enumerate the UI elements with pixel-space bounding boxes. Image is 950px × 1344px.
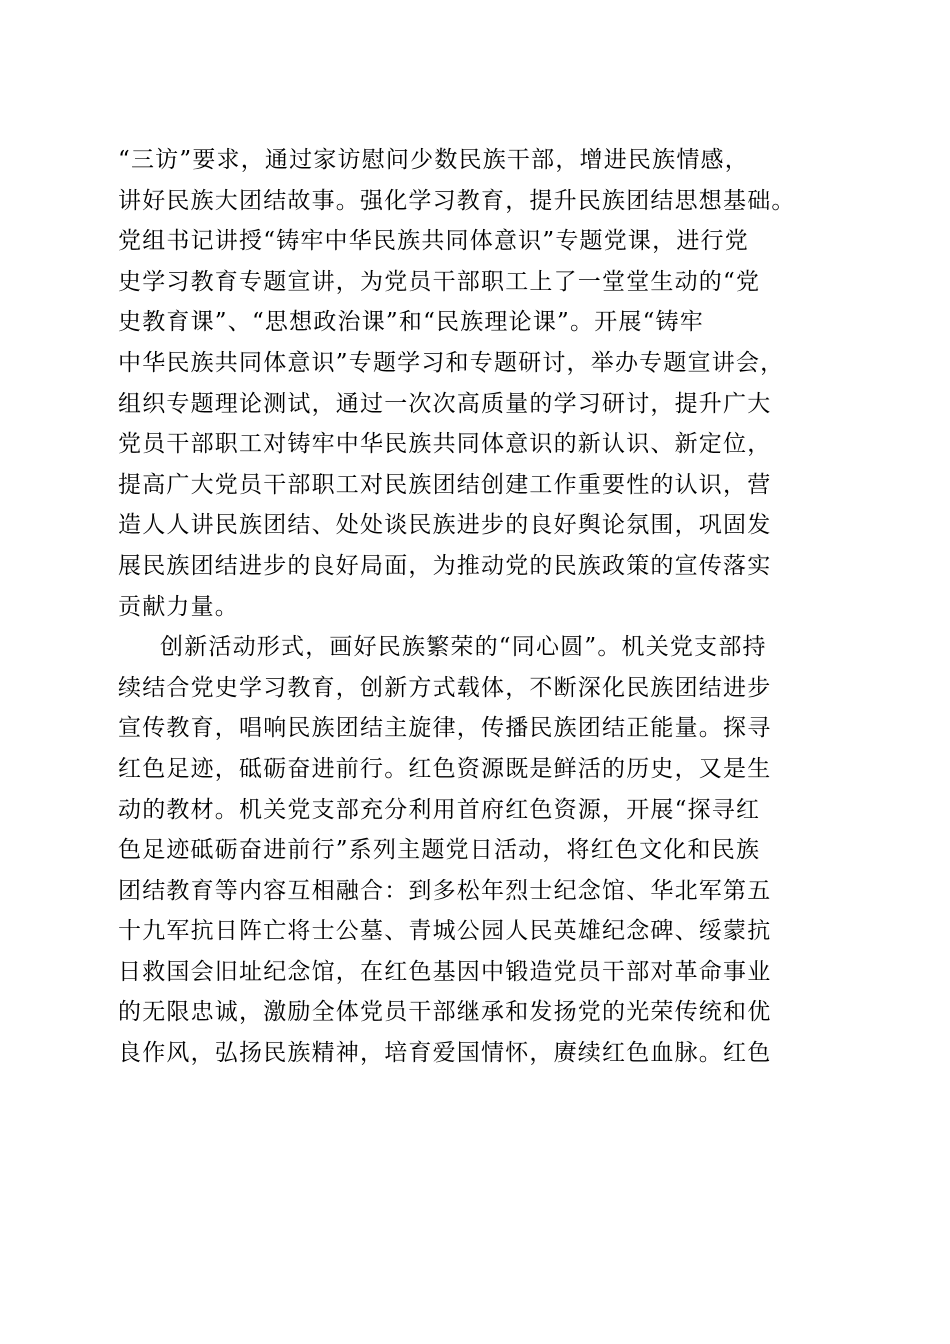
text-line: 中华民族共同体意识”专题学习和专题研讨，举办专题宣讲会，: [118, 349, 785, 376]
text-line: 史学习教育专题宣讲，为党员干部职工上了一堂堂生动的“党: [118, 268, 761, 295]
text-line: “三访”要求，通过家访慰问少数民族干部，增进民族情感，: [118, 147, 749, 173]
text-line: 色足迹砥砺奋进前行”系列主题党日活动，将红色文化和民族: [118, 837, 761, 864]
text-line: 党员干部职工对铸牢中华民族共同体意识的新认识、新定位，: [118, 431, 772, 458]
document-body: [118, 140, 838, 1074]
text-line: 宣传教育，唱响民族团结主旋律，传播民族团结正能量。探寻: [118, 715, 772, 742]
text-line: 展民族团结进步的良好局面，为推动党的民族政策的宣传落实: [118, 552, 772, 579]
text-line: 团结教育等内容互相融合：到多松年烈士纪念馆、华北军第五: [118, 877, 772, 904]
text-line: 创新活动形式，画好民族繁荣的“同心圆”。机关党支部持: [160, 634, 767, 661]
text-line: 造人人讲民族团结、处处谈民族进步的良好舆论氛围，巩固发: [118, 512, 772, 539]
text-line: 红色足迹，砥砺奋进前行。红色资源既是鲜活的历史，又是生: [118, 755, 772, 782]
text-line: 十九军抗日阵亡将士公墓、青城公园人民英雄纪念碑、绥蒙抗: [118, 918, 772, 945]
text-line: 动的教材。机关党支部充分利用首府红色资源，开展“探寻红: [118, 796, 761, 823]
text-line: 贡献力量。: [118, 593, 239, 620]
text-line: 的无限忠诚，激励全体党员干部继承和发扬党的光荣传统和优: [118, 999, 772, 1026]
text-line: 史教育课”、“思想政治课”和“民族理论课”。开展“铸牢: [118, 309, 704, 336]
paragraph-1: [118, 140, 838, 627]
text-line: 讲好民族大团结故事。强化学习教育，提升民族团结思想基础。: [118, 187, 796, 214]
text-line: 提高广大党员干部职工对民族团结创建工作重要性的认识，营: [118, 471, 772, 498]
text-line: 党组书记讲授“铸牢中华民族共同体意识”专题党课，进行党: [118, 228, 749, 255]
text-line: 组织专题理论测试，通过一次次高质量的学习研讨，提升广大: [118, 390, 772, 417]
text-line: 日救国会旧址纪念馆，在红色基因中锻造党员干部对革命事业: [118, 958, 772, 985]
text-line: 续结合党史学习教育，创新方式载体，不断深化民族团结进步: [118, 674, 772, 701]
paragraph-2: [118, 627, 838, 1074]
text-line: 良作风，弘扬民族精神，培育爱国情怀，赓续红色血脉。红色: [118, 1040, 772, 1067]
